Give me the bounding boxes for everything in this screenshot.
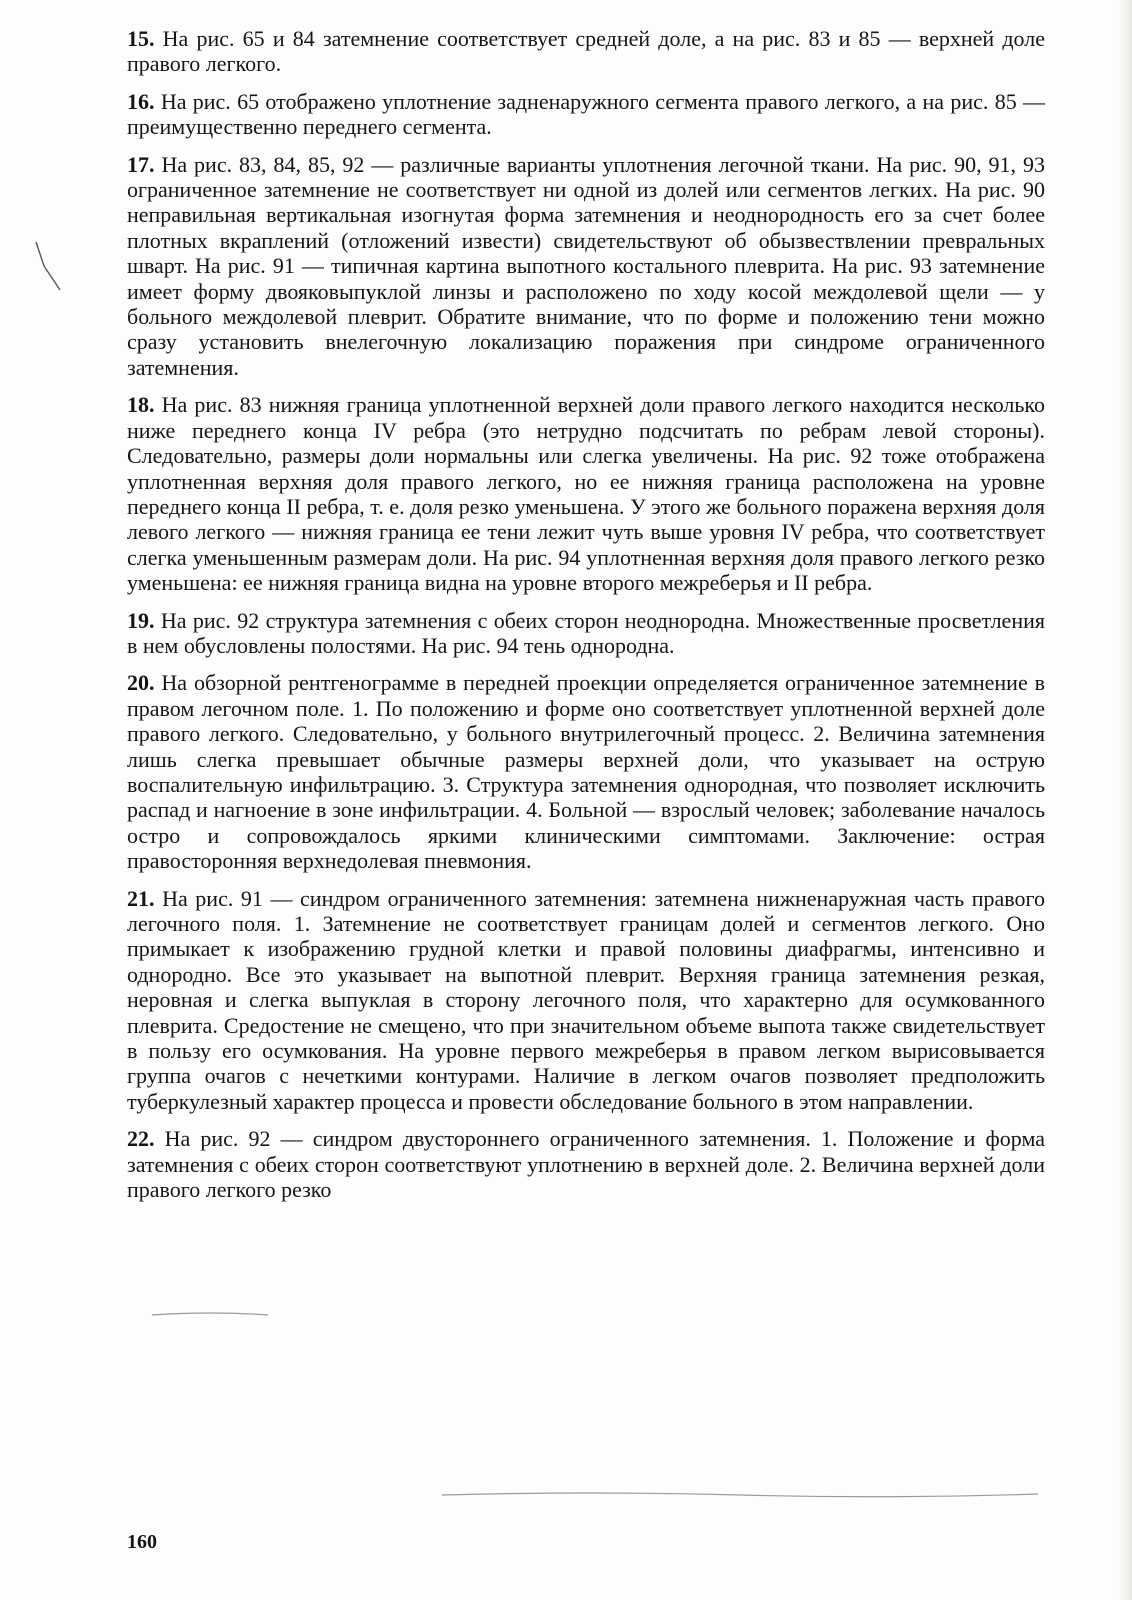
answer-text: На рис. 83 нижняя граница уплотненной верхней доли правого легкого находится несколько ниже переднего конца IV ребра (это нетрудно подсчитать по ребрам левой стороны). Следовательно, размеры доли нормальны или слегка увеличены. На рис. 92 тоже отображена уплотненная верхняя доля правого легкого, но ее нижняя граница расположена на уровне переднего конца II ребра, т. е. доля резко уменьшена. У этого же больного поражена верхняя доля левого легкого — нижняя граница ее тени лежит чуть выше уровня IV ребра, что соответствует слегка уменьшенным размерам доли. На рис. 94 уплотненная верхняя доля правого легкого резко уменьшена: ее нижняя граница видна на уровне второго межреберья и II ребра. [127,392,1045,596]
answer-text: На рис. 92 — синдром двустороннего ограниченного затемнения. 1. Положение и форма затемнения с обеих сторон соответствуют уплотнению в верхней доле. 2. Величина верхней доли правого легкого резко [127,1126,1045,1203]
answer-paragraph-21 [127,886,1045,1115]
answer-paragraph-20 [127,670,1045,873]
answer-text: На рис. 65 и 84 затемнение соответствует средней доле, а на рис. 83 и 85 — верхней доле правого легкого. [127,26,1046,77]
answer-text: На рис. 92 структура затемнения с обеих сторон неоднородна. Множественные просветления в нем обусловлены полостями. На рис. 94 тень однородна. [127,607,1045,658]
answer-paragraph-17 [127,152,1045,381]
answer-text: На рис. 83, 84, 85, 92 — различные варианты уплотнения легочной ткани. На рис. 90, 91, 93 ограниченное затемнение не соответствует ни одной из долей или сегментов легких. На рис. 90 неправильная вертикальная изогнутая форма затемнения и неоднородность его за счет более плотных вкраплений (отложений извести) свидетельствуют об обызвествлении превральных шварт. На рис. 91 — типичная картина выпотного костального плеврита. На рис. 93 затемнение имеет форму двояковыпуклой линзы и расположено по ходу косой междолевой щели — у больного междолевой плеврит. Обратите внимание, что по форме и положению тени можно сразу установить внелегочную локализацию поражения при синдроме ограниченного затемнения. [127,151,1045,380]
answer-text: На обзорной рентгенограмме в передней проекции определяется ограниченное затемнение в правом легочном поле. 1. По положению и форме оно соответствует уплотненной верхней доле правого легкого. Следовательно, у больного внутрилегочный процесс. 2. Величина затемнения лишь слегка превышает обычные размеры верхней доли, что указывает на острую воспалительную инфильтрацию. 3. Структура затемнения однородная, что позволяет исключить распад и нагноение в зоне инфильтрации. 4. Больной — взрослый человек; заболевание началось остро и сопровождалось яркими клиническими симптомами. Заключение: острая правосторонняя верхнедолевая пневмония. [127,670,1046,874]
answer-paragraph-19 [127,608,1045,659]
answer-number: 15. [127,26,155,51]
answer-text: На рис. 65 отображено уплотнение задненаружного сегмента правого легкого, а на рис. 85 — преимущественно переднего сегмента. [127,88,1045,140]
answer-number: 19. [127,607,155,633]
answer-paragraph-16 [127,89,1045,140]
answer-number: 20. [127,670,155,696]
page-text [127,26,1045,1214]
answer-paragraph-18 [127,392,1045,595]
answer-number: 17. [127,151,155,177]
answer-number: 21. [127,885,155,911]
pencil-margin-mark-icon [30,240,70,300]
answer-text: На рис. 91 — синдром ограниченного затемнения: затемнена нижненаружная часть правого легочного поля. 1. Затемнение не соответствует границам долей и сегментов легкого. Оно примыкает к изображению грудной клетки и правой половины диафрагмы, интенсивно и однородно. Все это указывает на выпотной плеврит. Верхняя граница затемнения резкая, неровная и слегка выпуклая в сторону легочного поля, что характерно для осумкованного плеврита. Средостение не смещено, что при значительном объеме выпота также свидетельствует в пользу его осумкования. На уровне первого межреберья в правом легком вырисовывается группа очагов с нечеткими контурами. Наличие в легком очагов позволяет предположить туберкулезный характер процесса и провести обследование больного в этом направлении. [127,885,1046,1114]
page-edge-shadow [1118,0,1132,1600]
answer-number: 18. [127,392,155,418]
pencil-underline-icon [440,1489,1040,1501]
page-number: 160 [127,1531,157,1553]
answer-number: 22. [127,1126,155,1152]
answer-paragraph-22 [127,1126,1045,1202]
answer-number: 16. [127,88,155,114]
pencil-underline-icon [150,1309,270,1321]
answer-paragraph-15 [127,26,1045,77]
